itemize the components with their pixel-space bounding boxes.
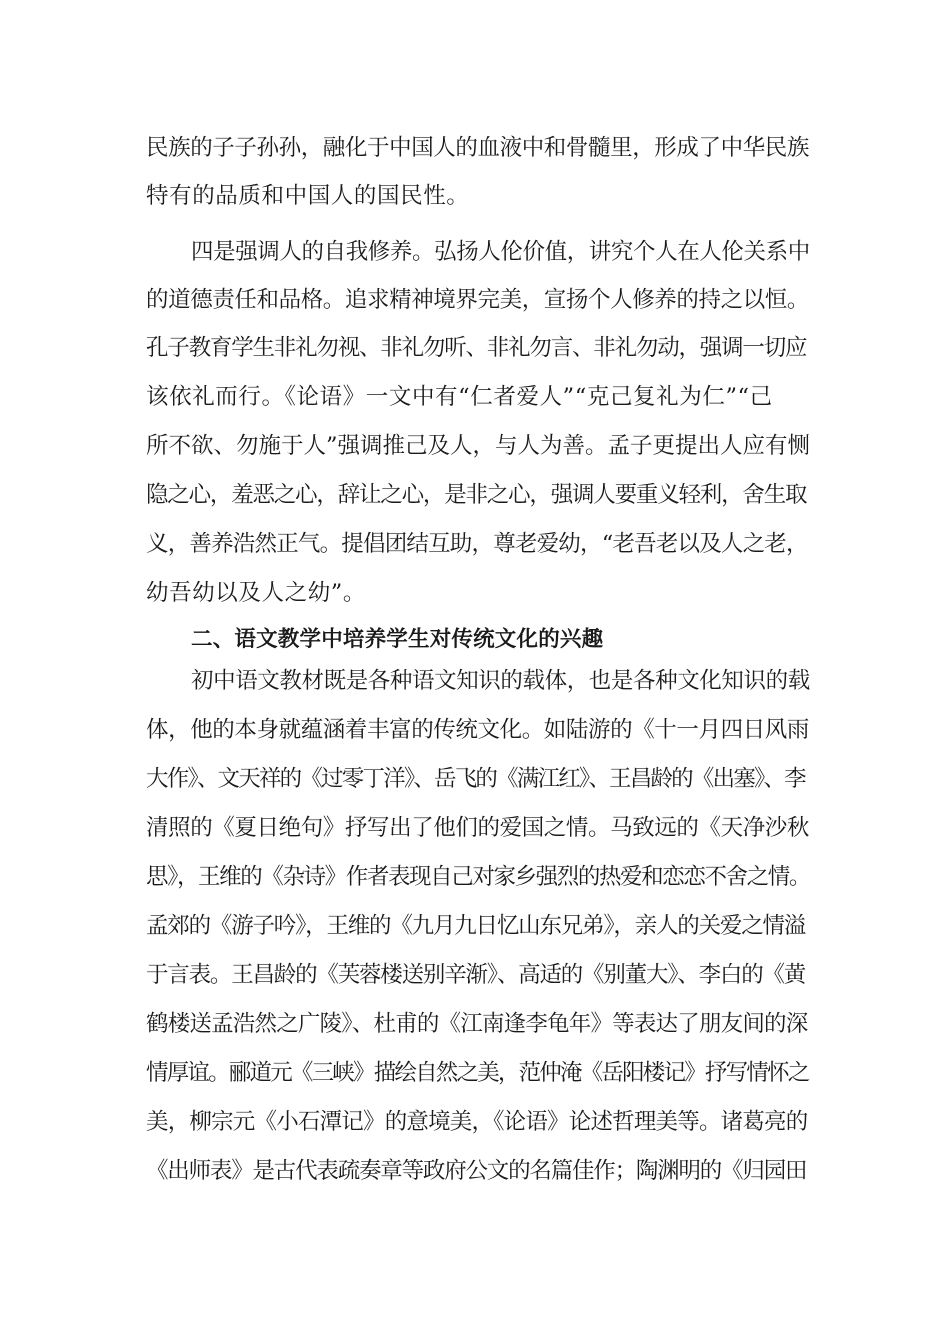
text-line: 情厚谊。郦道元《三峡》描绘自然之美，范仲淹《岳阳楼记》抒写情怀之 (146, 1060, 809, 1086)
text-line: 四是强调人的自我修养。弘扬人伦价值，讲究个人在人伦关系中 (191, 239, 810, 265)
text-line: 思》，王维的《杂诗》作者表现自己对家乡强烈的热爱和恋恋不舍之情。 (146, 864, 810, 890)
text-line: 幼吾幼以及人之幼”。 (146, 580, 367, 606)
text-line: 民族的子子孙孙，融化于中国人的血液中和骨髓里，形成了中华民族 (146, 135, 810, 161)
text-line: 体，他的本身就蕴涵着丰富的传统文化。如陆游的《十一月四日风雨 (146, 717, 810, 743)
text-line: 清照的《夏日绝句》抒写出了他们的爱国之情。马致远的《天净沙秋 (146, 815, 810, 841)
text-line: 初中语文教材既是各种语文知识的载体，也是各种文化知识的载 (191, 668, 810, 694)
text-line: 孟郊的《游子吟》，王维的《九月九日忆山东兄弟》，亲人的关爱之情溢 (146, 913, 806, 939)
text-line: 美，柳宗元《小石潭记》的意境美，《论语》论述哲理美等。诸葛亮的 (146, 1109, 808, 1135)
text-line: 所不欲、勿施于人”强调推己及人，与人为善。孟子更提出人应有恻 (146, 433, 811, 459)
text-line: 的道德责任和品格。追求精神境界完美，宣扬个人修养的持之以恒。 (146, 287, 810, 313)
text-line: 隐之心，羞恶之心，辞让之心，是非之心，强调人要重义轻利，舍生取 (146, 482, 807, 508)
text-line: 鹤楼送孟浩然之广陵》、杜甫的《江南逢李龟年》等表达了朋友间的深 (146, 1011, 808, 1037)
text-line: 《出师表》是古代表疏奏章等政府公文的名篇佳作；陶渊明的《归园田 (146, 1158, 807, 1184)
text-line: 大作》、文天祥的《过零丁洋》、岳飞的《满江红》、王昌龄的《出塞》、李 (146, 766, 805, 792)
text-line: 于言表。王昌龄的《芙蓉楼送别辛渐》、高适的《别董大》、李白的《黄 (146, 962, 806, 988)
text-line: 特有的品质和中国人的国民性。 (146, 183, 470, 209)
section-heading: 二、语文教学中培养学生对传统文化的兴趣 (191, 627, 604, 652)
text-line: 该依礼而行。《论语》一文中有“仁者爱人”“克己复礼为仁”“己 (146, 384, 773, 410)
text-line: 义，善养浩然正气。提倡团结互助，尊老爱幼，“老吾老以及人之老， (146, 531, 808, 557)
text-line: 孔子教育学生非礼勿视、非礼勿听、非礼勿言、非礼勿动，强调一切应 (146, 335, 807, 361)
